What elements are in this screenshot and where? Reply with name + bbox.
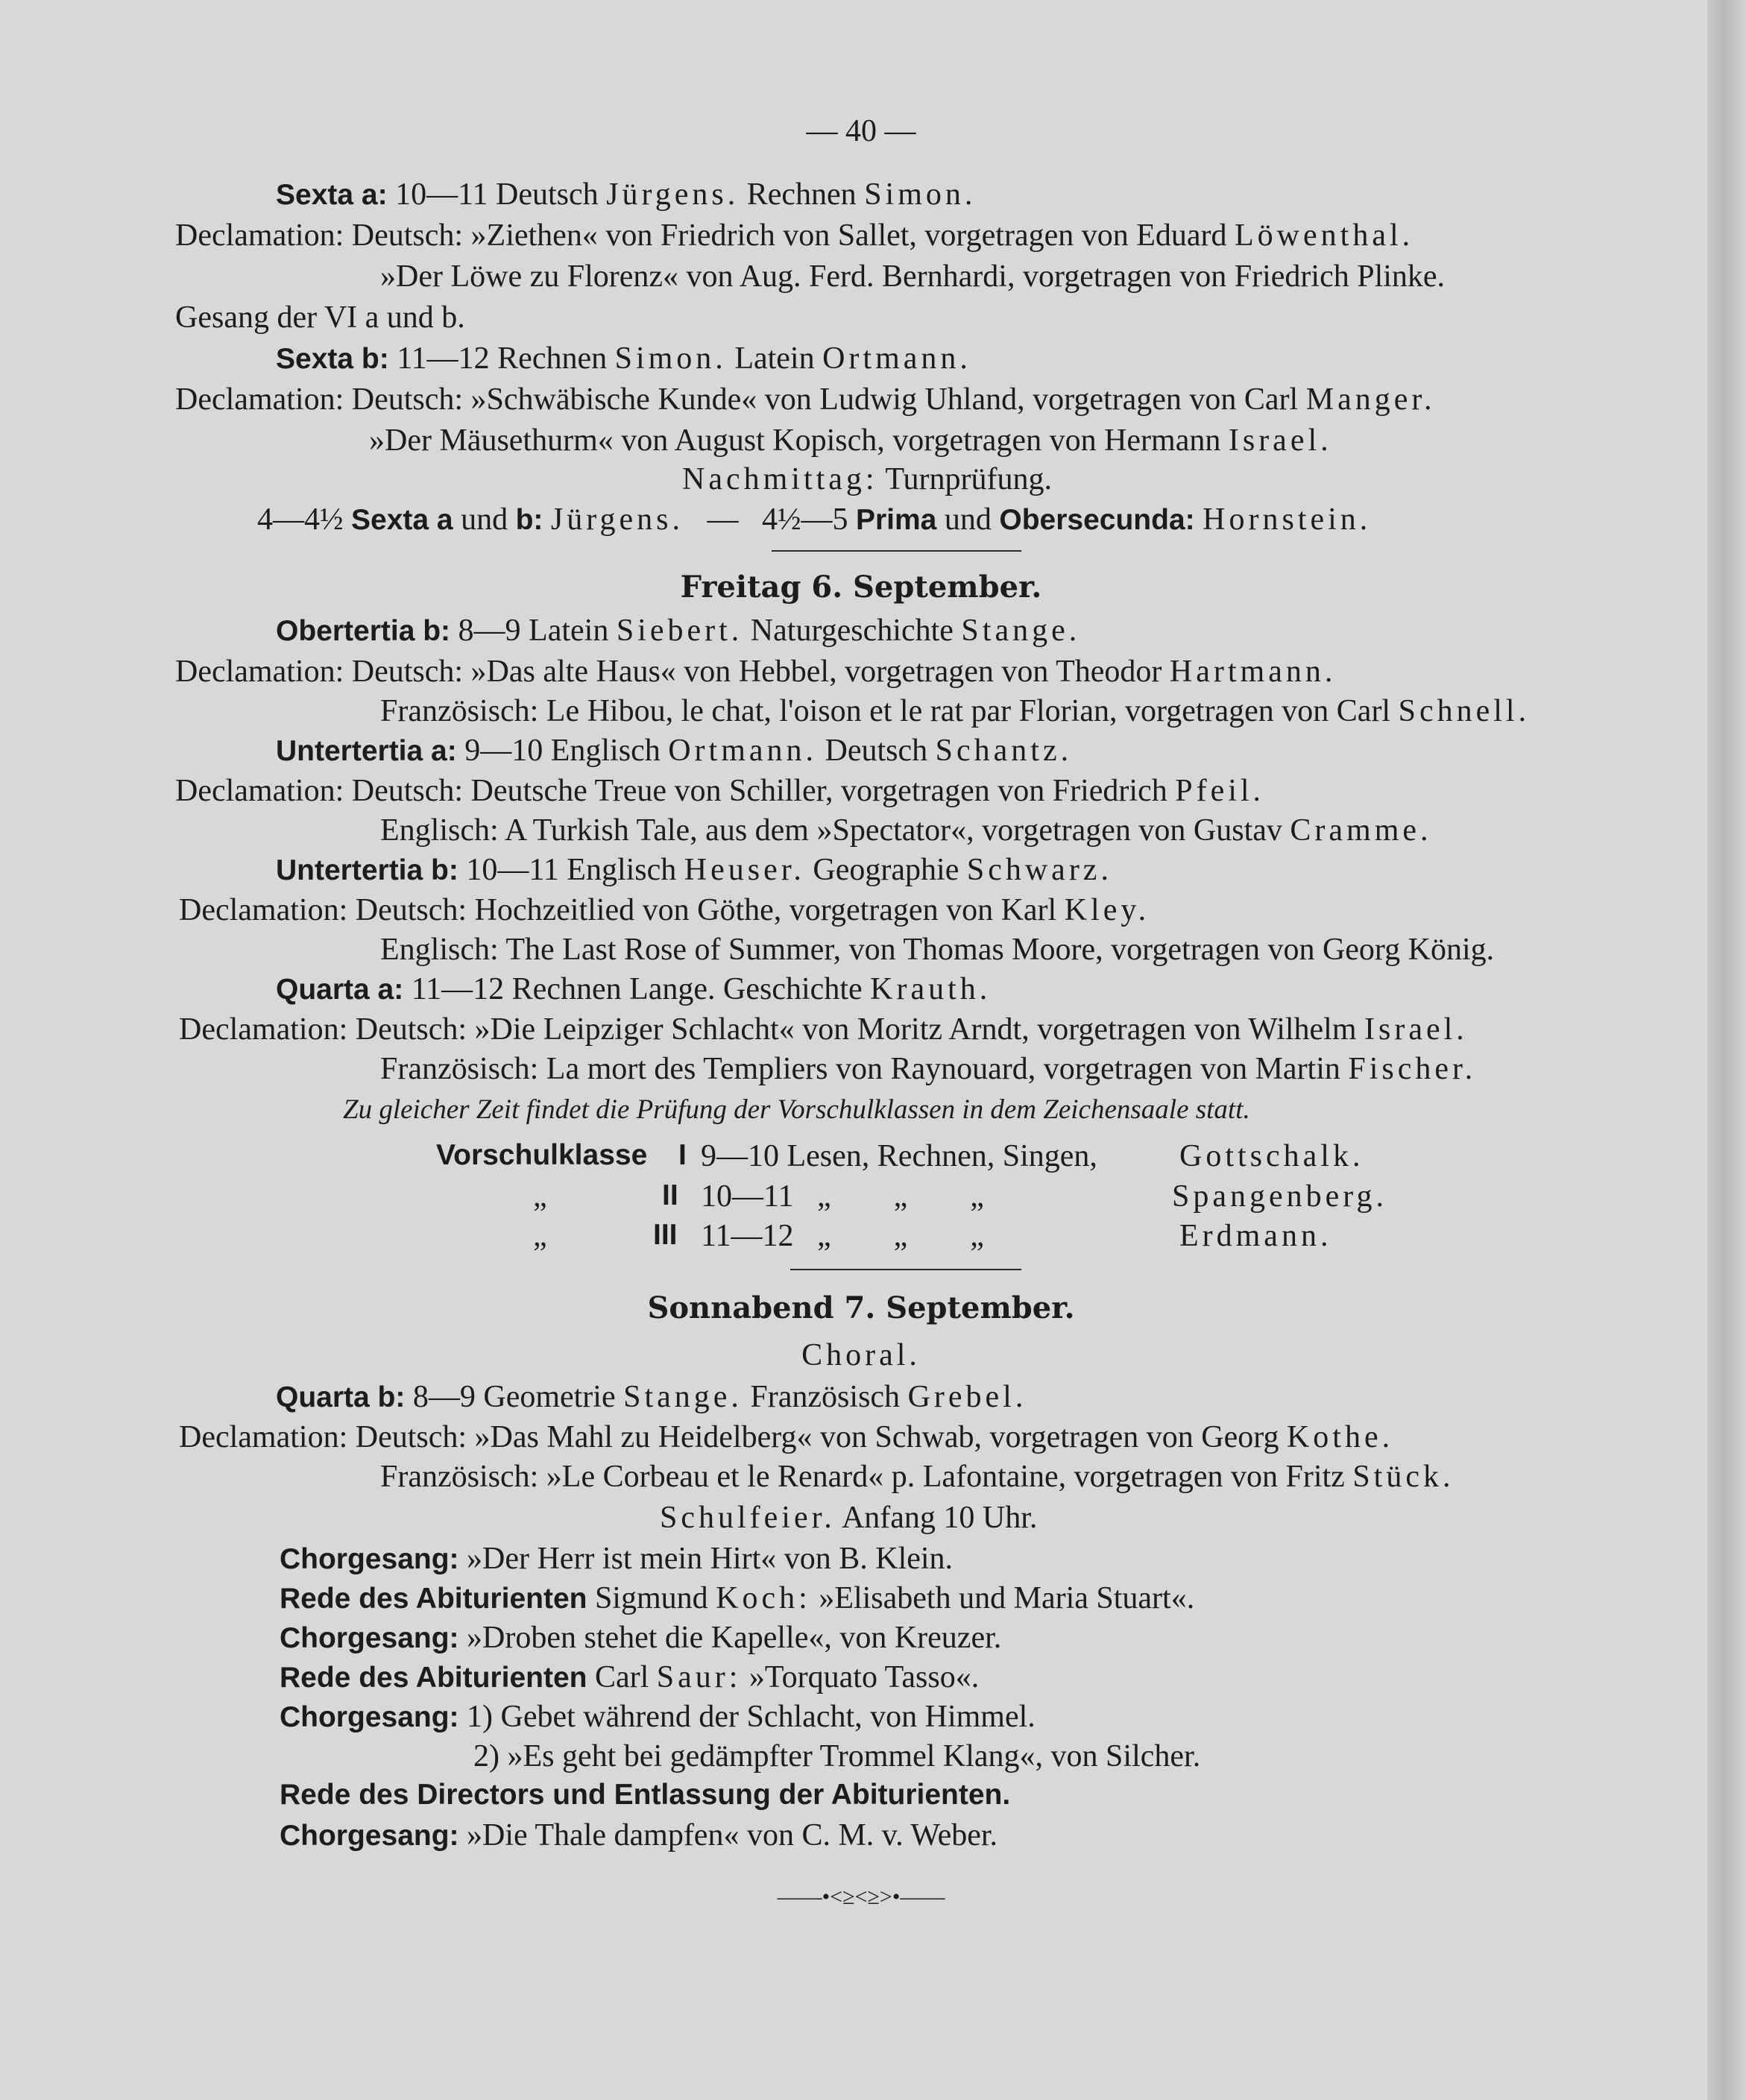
vorschul-text: 10—11 „ „ „ (701, 1179, 984, 1214)
italic-note: Zu gleicher Zeit findet die Prüfung der Vorschulklassen in dem Zeichensaale statt. (343, 1094, 1250, 1125)
declamation-line: Declamation: Deutsch: »Die Leipziger Schlacht« von Moritz Arndt, vorgetragen von Wilhelm Israel. (179, 1012, 1468, 1047)
divider (772, 550, 1021, 552)
untertertia-a-line: Untertertia a: 9—10 Englisch Ortmann. Deutsch Schantz. (276, 734, 1073, 768)
declamation-line: Englisch: A Turkish Tale, aus dem »Spectator«, vorgetragen von Gustav Cramme. (380, 813, 1432, 848)
vorschul-teacher: Gottschalk. (1179, 1139, 1364, 1173)
sexta-b-line: Sexta b: 11—12 Rechnen Simon. Latein Ortmann. (276, 341, 971, 376)
divider (790, 1269, 1021, 1270)
chorgesang-line: Chorgesang: »Droben stehet die Kapelle«, von Kreuzer. (280, 1621, 1002, 1655)
vorschul-label: Vorschulklasse (436, 1139, 648, 1171)
rede-line: Rede des Abiturienten Carl Saur: »Torquato Tasso«. (280, 1660, 980, 1694)
declamation-line: Declamation: Deutsch: »Das alte Haus« von Hebbel, vorgetragen von Theodor Hartmann. (175, 655, 1337, 689)
declamation-line: »Der Mäusethurm« von August Kopisch, vorgetragen von Hermann Israel. (369, 423, 1332, 458)
vorschul-text: 9—10 Lesen, Rechnen, Singen, (701, 1139, 1097, 1173)
obertertia-line: Obertertia b: 8—9 Latein Siebert. Naturgeschichte Stange. (276, 614, 1081, 648)
quarta-b-line: Quarta b: 8—9 Geometrie Stange. Französisch Grebel. (276, 1380, 1027, 1414)
vorschul-num: II (662, 1179, 678, 1211)
chorgesang-line: Chorgesang: »Die Thale dampfen« von C. M. v. Weber. (280, 1818, 998, 1853)
declamation-line: Declamation: Deutsch: Deutsche Treue von Schiller, vorgetragen von Friedrich Pfeil. (175, 774, 1265, 808)
section-heading: Freitag 6. September. (680, 570, 1042, 605)
section-heading: Sonnabend 7. September. (647, 1290, 1075, 1325)
schulfeier-line: Schulfeier. Anfang 10 Uhr. (660, 1501, 1038, 1535)
ditto-mark: „ (533, 1179, 547, 1214)
page-number: — 40 — (806, 114, 916, 148)
chorgesang-line: 2) »Es geht bei gedämpfter Trommel Klang«, von Silcher. (473, 1739, 1201, 1773)
ornament-divider: ——•<≥<≥>•—— (777, 1885, 945, 1909)
quarta-a-line: Quarta a: 11—12 Rechnen Lange. Geschichte Krauth. (276, 972, 992, 1006)
declamation-line: Declamation: Deutsch: »Schwäbische Kunde« von Ludwig Uhland, vorgetragen von Carl Manger. (175, 382, 1436, 417)
class-label: Sexta a: (276, 179, 388, 211)
turnpruefung-line: 4—4½ Sexta a und b: Jürgens. — 4½—5 Prima und Obersecunda: Hornstein. (257, 502, 1372, 537)
vorschul-teacher: Spangenberg. (1172, 1179, 1388, 1214)
vorschul-num: III (653, 1219, 678, 1251)
vorschul-text: 11—12 „ „ „ (701, 1219, 984, 1253)
gesang-line: Gesang der VI a und b. (175, 300, 465, 335)
declamation-line: »Der Löwe zu Florenz« von Aug. Ferd. Bernhardi, vorgetragen von Friedrich Plinke. (380, 259, 1446, 294)
rede-line: Rede des Abiturienten Sigmund Koch: »Elisabeth und Maria Stuart«. (280, 1581, 1195, 1615)
rede-directors-line: Rede des Directors und Entlassung der Abiturienten. (280, 1779, 1011, 1811)
nachmittag-line: Nachmittag: Turnprüfung. (682, 462, 1052, 496)
declamation-line: Englisch: The Last Rose of Summer, von Thomas Moore, vorgetragen von Georg König. (380, 933, 1495, 967)
declamation-line: Declamation: Deutsch: »Ziethen« von Friedrich von Sallet, vorgetragen von Eduard Löwenthal. (175, 218, 1414, 253)
declamation-line: Französisch: Le Hibou, le chat, l'oison et le rat par Florian, vorgetragen von Carl Schnell. (380, 694, 1531, 728)
declamation-line: Declamation: Deutsch: Hochzeitlied von Göthe, vorgetragen von Karl Kley. (179, 893, 1150, 927)
declamation-line: Französisch: La mort des Templiers von Raynouard, vorgetragen von Martin Fischer. (380, 1052, 1477, 1086)
chorgesang-line: Chorgesang: 1) Gebet während der Schlacht, von Himmel. (280, 1700, 1036, 1734)
choral-line: Choral. (801, 1338, 921, 1372)
declamation-line: Französisch: »Le Corbeau et le Renard« p. Lafontaine, vorgetragen von Fritz Stück. (380, 1460, 1455, 1494)
ditto-mark: „ (533, 1219, 547, 1253)
untertertia-b-line: Untertertia b: 10—11 Englisch Heuser. Geographie Schwarz. (276, 853, 1112, 887)
declamation-line: Declamation: Deutsch: »Das Mahl zu Heidelberg« von Schwab, vorgetragen von Georg Kothe. (179, 1420, 1394, 1454)
vorschul-num: I (678, 1139, 687, 1171)
page-edge (1707, 0, 1746, 2100)
sexta-a-line: Sexta a: 10—11 Deutsch Jürgens. Rechnen Simon. (276, 177, 977, 212)
chorgesang-line: Chorgesang: »Der Herr ist mein Hirt« von B. Klein. (280, 1542, 954, 1576)
vorschul-teacher: Erdmann. (1179, 1219, 1332, 1253)
